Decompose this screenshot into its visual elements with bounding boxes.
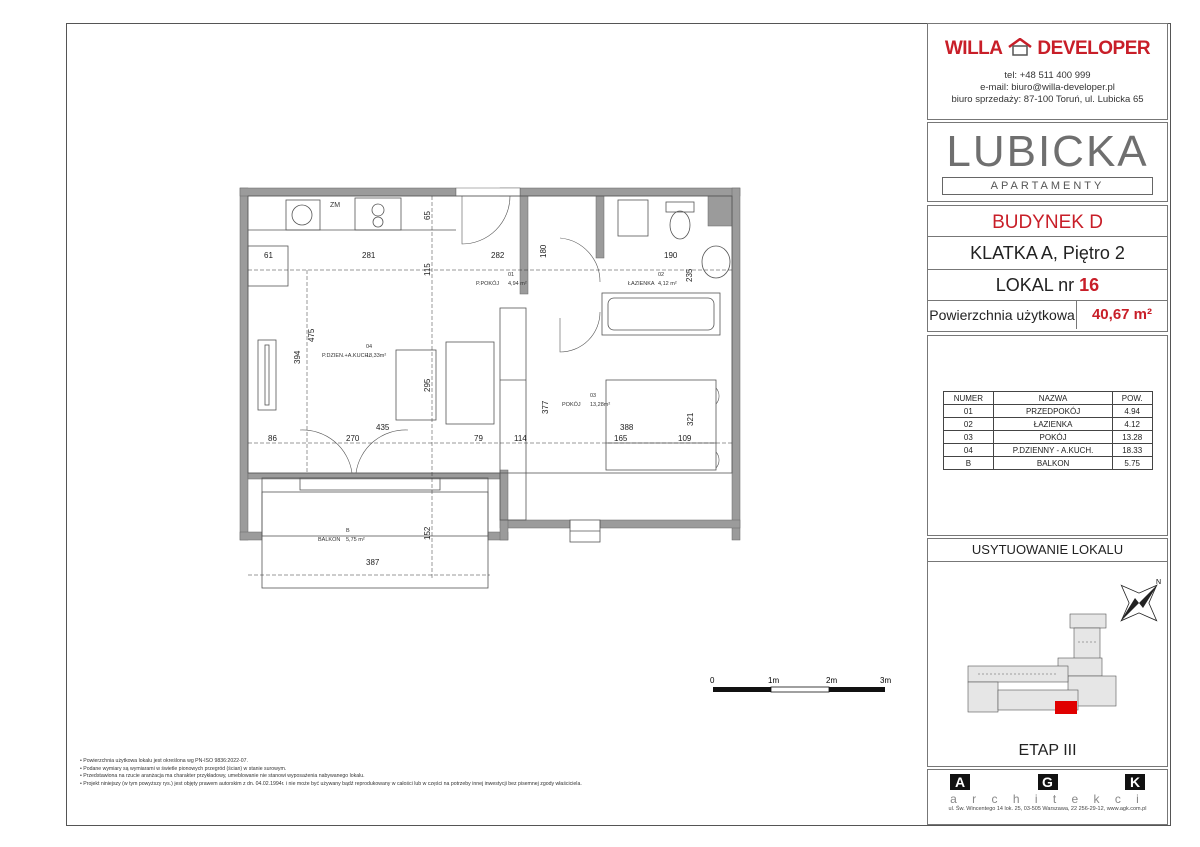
scale-label: 0 xyxy=(710,676,715,685)
dim-label: 86 xyxy=(268,434,277,443)
dim-label: 180 xyxy=(539,244,548,258)
dim-label: 65 xyxy=(423,211,432,220)
room-number: 03 xyxy=(590,393,597,399)
house-icon xyxy=(1007,38,1033,56)
table-row xyxy=(943,431,1152,444)
dim-label: 79 xyxy=(474,434,483,443)
architect-letter: A xyxy=(950,774,970,790)
note: • Powierzchnia użytkowa lokalu jest określona wg PN-ISO 9836:2022-07. xyxy=(80,758,582,766)
dim-label: 61 xyxy=(264,251,273,260)
scale-bar xyxy=(710,676,891,692)
dim-label: 377 xyxy=(541,400,550,414)
area-value: 40,67 m² xyxy=(1091,306,1153,323)
dim-label: 387 xyxy=(366,558,380,567)
interior-lines xyxy=(248,196,732,588)
table-row xyxy=(943,444,1152,457)
unit-location-highlight xyxy=(1055,701,1077,714)
room-name: POKÓJ xyxy=(562,402,581,408)
developer-panel xyxy=(927,23,1168,120)
cell: BALKON xyxy=(994,457,1113,470)
room-name: ŁAZIENKA xyxy=(628,281,655,287)
dim-label: 394 xyxy=(293,350,302,364)
project-logo: LUBICKA xyxy=(946,127,1149,176)
location-title: USYTUOWANIE LOKALU xyxy=(928,539,1167,562)
building-label: BUDYNEK D xyxy=(992,212,1103,233)
scale-label: 3m xyxy=(880,676,892,685)
dim-label: 321 xyxy=(686,412,695,426)
area-label: Powierzchnia użytkowa xyxy=(928,301,1077,329)
cell: PRZEDPOKÓJ xyxy=(994,405,1113,418)
dim-label: 475 xyxy=(307,328,316,342)
developer-name-right: DEVELOPER xyxy=(1037,38,1151,59)
table-row xyxy=(943,457,1152,470)
area-row xyxy=(928,300,1167,329)
room-area: 13,28m² xyxy=(590,402,611,408)
scale-label: 1m xyxy=(768,676,780,685)
developer-phone: tel: +48 511 400 999 xyxy=(1004,70,1091,81)
architect-letter: G xyxy=(1038,774,1058,790)
room-area: 18,33m² xyxy=(366,353,387,359)
room-area: 4,12 m² xyxy=(658,281,677,287)
room-name: P.POKÓJ xyxy=(476,281,500,287)
project-subtitle: APARTAMENTY xyxy=(942,177,1153,195)
dim-label: 388 xyxy=(620,423,634,432)
cell: 18.33 xyxy=(1112,444,1152,457)
developer-office: biuro sprzedaży: 87-100 Toruń, ul. Lubicka 65 xyxy=(951,94,1144,105)
scale-label: 2m xyxy=(826,676,838,685)
site-map xyxy=(928,562,1167,732)
dim-label: 235 xyxy=(685,268,694,282)
compass-icon xyxy=(1104,568,1167,639)
dim-label: 270 xyxy=(346,434,360,443)
dim-label: 114 xyxy=(514,434,527,443)
stage-label: ETAP III xyxy=(1018,742,1077,759)
lokal-number: 16 xyxy=(1079,275,1100,295)
architect-logo xyxy=(928,770,1167,790)
unit-panel xyxy=(927,205,1168,332)
dim-label: 282 xyxy=(491,251,505,260)
architect-address: ul. Św. Wincentego 14 lok. 25, 03-505 Warszawa, 22 256-29-12, www.agk.com.pl xyxy=(948,806,1147,812)
cell: 03 xyxy=(943,431,994,444)
lokal-label: LOKAL nr xyxy=(995,275,1075,295)
dim-label: 190 xyxy=(664,251,678,260)
cell: 04 xyxy=(943,444,994,457)
site-buildings xyxy=(968,614,1116,712)
dim-label: 109 xyxy=(678,434,692,443)
note: • Podane wymiary są wymiarami w świetle pionowych przegród (ścian) w stanie surowym. xyxy=(80,766,582,774)
room-name: BALKON xyxy=(318,537,341,543)
dim-label: 295 xyxy=(423,378,432,392)
cell: B xyxy=(943,457,994,470)
location-panel xyxy=(927,538,1168,767)
table-row xyxy=(943,418,1152,431)
table-header: NUMER xyxy=(943,392,994,405)
cell: 01 xyxy=(943,405,994,418)
stair-floor-label: KLATKA A, Piętro 2 xyxy=(970,243,1125,263)
architect-panel xyxy=(927,769,1168,825)
dim-label: 435 xyxy=(376,423,390,432)
cell: 5.75 xyxy=(1112,457,1152,470)
dim-label: 165 xyxy=(614,434,628,443)
architect-letter: K xyxy=(1125,774,1145,790)
table-header: POW. xyxy=(1112,392,1152,405)
note: • Projekt niniejszy (w tym powyższy rys.) jest objęty prawem autorskim z dn. 04.02.1994r. i nie może być używany bądź reprodukowany w całości lub w części na potrzeby innej inwestycji bez pisemnej zgody właściciela. xyxy=(80,781,582,789)
cell: 4.12 xyxy=(1112,418,1152,431)
cell: 4.94 xyxy=(1112,405,1152,418)
compass-n: N xyxy=(1156,579,1162,586)
project-panel xyxy=(927,122,1168,202)
cell: P.DZIENNY - A.KUCH. xyxy=(994,444,1113,457)
cell: 13.28 xyxy=(1112,431,1152,444)
room-number: 02 xyxy=(658,272,665,278)
notes xyxy=(80,758,582,788)
stair-floor-row xyxy=(928,236,1167,269)
zm-label: ZM xyxy=(330,202,341,209)
room-number: 01 xyxy=(508,272,515,278)
note: • Przedstawiona na rzucie aranżacja ma charakter przykładowy, umeblowanie nie stanowi wyposażenia nabywanego lokalu. xyxy=(80,773,582,781)
table-header: NAZWA xyxy=(994,392,1113,405)
rooms-table-panel xyxy=(927,335,1168,536)
architect-word: a r c h i t e k c i xyxy=(950,792,1145,806)
table-row xyxy=(943,405,1152,418)
room-name: P.DZIEN.+A.KUCH. xyxy=(322,353,371,359)
room-area: 4,94 m² xyxy=(508,281,527,287)
dim-label: 281 xyxy=(362,251,376,260)
cell: 02 xyxy=(943,418,994,431)
rooms-table xyxy=(943,391,1153,470)
room-number: B xyxy=(346,528,350,534)
lokal-row xyxy=(928,269,1167,300)
dim-label: 115 xyxy=(423,263,432,276)
table-header-row xyxy=(943,392,1152,405)
developer-email: e-mail: biuro@willa-developer.pl xyxy=(980,82,1115,93)
developer-logo xyxy=(928,38,1167,60)
room-number: 04 xyxy=(366,344,373,350)
developer-name-left: WILLA xyxy=(944,38,1003,59)
dim-label: 152 xyxy=(423,526,432,540)
cell: ŁAZIENKA xyxy=(994,418,1113,431)
walls xyxy=(240,188,740,540)
door-swings xyxy=(300,196,719,473)
room-area: 5,75 m² xyxy=(346,537,365,543)
cell: POKÓJ xyxy=(994,431,1113,444)
